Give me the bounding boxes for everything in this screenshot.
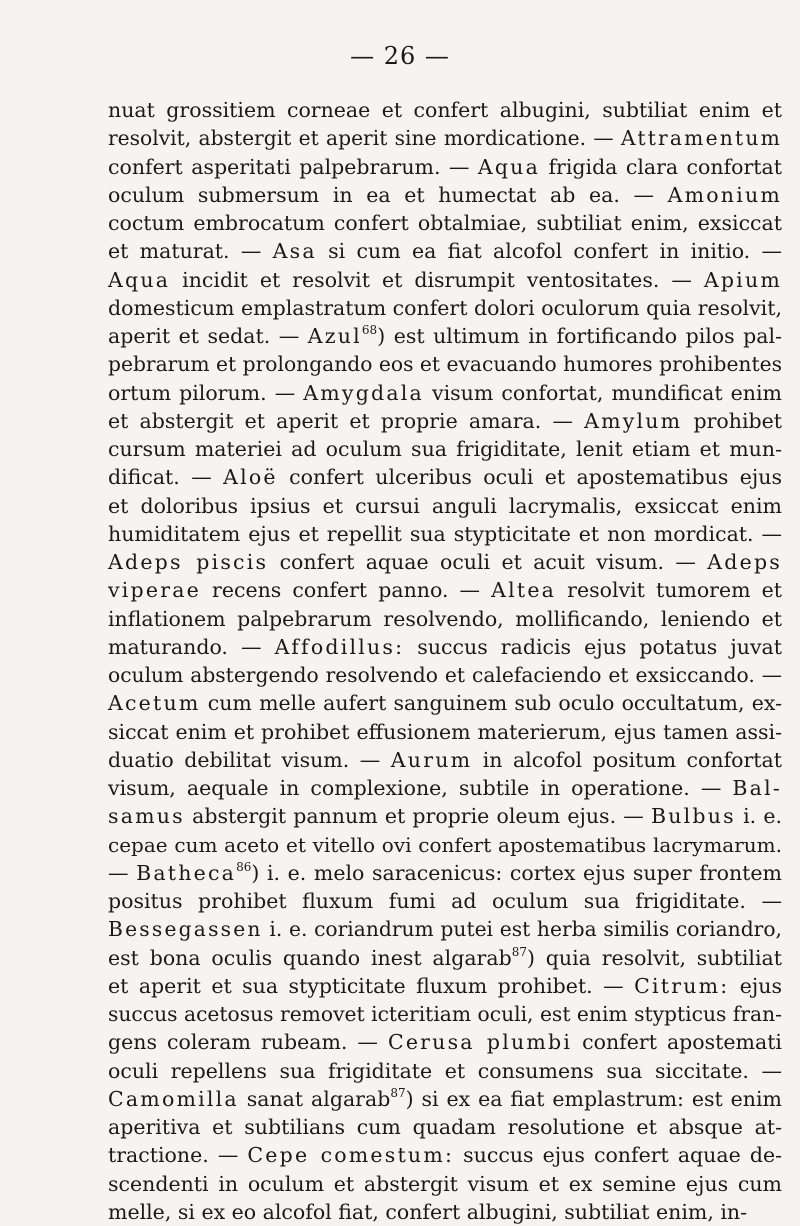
- entry-term: Bessegassen: [108, 917, 263, 942]
- text-run: i. e.: [735, 804, 782, 829]
- text-line: [108, 576, 782, 604]
- text-run: recens confert panno. —: [200, 578, 492, 603]
- text-line: [108, 605, 782, 633]
- text-run: humiditatem ejus et repellit sua stypticitate et non mordicat. —: [108, 521, 782, 546]
- text-run: abstergit pannum et proprie oleum ejus. —: [184, 804, 651, 829]
- page-number: — 26 —: [350, 42, 450, 70]
- text-line: [108, 1057, 782, 1085]
- text-run: incidit et resolvit et disrumpit ventositates. —: [170, 267, 704, 292]
- text-run: in alcofol positum confortat: [472, 747, 782, 772]
- text-run: resolvit, abstergit et aperit sine mordicatione. —: [108, 126, 621, 151]
- text-line: [108, 181, 782, 209]
- text-run: ) i. e. melo saracenicus: cortex ejus super frontem: [251, 860, 782, 885]
- text-run: ejus: [729, 973, 783, 998]
- text-run: et aperit et sua stypticitate fluxum prohibet. —: [108, 973, 635, 998]
- text-run: si cum ea fiat alcofol confert in initio. —: [316, 239, 783, 264]
- text-run: oculum submersum in ea et humectat ab ea. —: [108, 182, 668, 207]
- text-line: [108, 944, 782, 972]
- entry-term: Acetum: [108, 691, 201, 716]
- entry-term: Bulbus: [651, 804, 736, 829]
- text-run: inflationem palpebrarum resolvendo, mollificando, leniendo et: [108, 606, 782, 631]
- text-line: [108, 435, 782, 463]
- text-run: succus acetosus removet icteritiam oculi, est enim stypticus fran-: [108, 1002, 782, 1026]
- text-line: [108, 972, 782, 1000]
- entry-term: Batheca: [136, 860, 237, 885]
- text-line: [108, 689, 782, 717]
- entry-term: Cepe comestum:: [247, 1143, 455, 1168]
- entry-term: Altea: [491, 578, 557, 603]
- text-run: cum melle aufert sanguinem sub oculo occultatum, ex-: [200, 691, 782, 716]
- text-run: domesticum emplastratum confert dolori oculorum quia resolvit,: [108, 295, 782, 320]
- text-run: gens coleram rubeam. —: [108, 1030, 388, 1055]
- text-run: oculi repellens sua frigiditate et consumens sua siccitate. —: [108, 1058, 782, 1083]
- entry-term: Asa: [272, 239, 317, 264]
- text-line: [108, 859, 782, 887]
- entry-term: Adeps piscis: [108, 550, 269, 574]
- entry-term: Aqua: [108, 267, 171, 292]
- text-run: resolvit tumorem et: [556, 578, 782, 603]
- text-line: [108, 1113, 782, 1141]
- entry-term: Aurum: [390, 747, 473, 772]
- text-run: et abstergit et aperit et proprie amara. —: [108, 408, 585, 433]
- text-run: siccat enim et prohibet effusionem materierum, ejus tamen assi-: [108, 719, 782, 744]
- text-run: confert apostemati: [572, 1030, 782, 1055]
- entry-term: Attramentum: [620, 126, 782, 151]
- text-line: [108, 407, 782, 435]
- text-run: aperit et sedat. —: [108, 324, 308, 348]
- text-run: dificat. —: [108, 465, 224, 490]
- text-run: scendenti in oculum et abstergit visum et ex semine ejus cum: [108, 1171, 782, 1196]
- footnote-ref: 87: [511, 944, 527, 959]
- text-run: oculum abstergendo resolvendo et calefaciendo et exsiccando. —: [108, 663, 782, 687]
- text-line: [108, 548, 782, 576]
- text-line: [108, 915, 782, 943]
- text-line: [108, 322, 782, 350]
- text-line: [108, 209, 782, 237]
- text-line: [108, 520, 782, 548]
- text-line: [108, 492, 782, 520]
- text-line: [108, 463, 782, 491]
- text-line: [108, 153, 782, 181]
- text-run: pebrarum et prolongando eos et evacuando humores prohibentes: [108, 352, 782, 377]
- entry-term: Aqua: [477, 154, 541, 179]
- entry-term: Azul: [307, 324, 362, 348]
- body-text: [108, 96, 782, 1226]
- text-run: coctum embrocatum confert obtalmiae, subtiliat enim, exsiccat: [108, 211, 782, 235]
- text-run: ) si ex ea fiat emplastrum: est enim: [405, 1086, 782, 1111]
- text-line: [108, 379, 782, 407]
- entry-term: Adeps: [707, 550, 782, 574]
- entry-term: Amonium: [667, 182, 782, 207]
- text-run: ) quia resolvit, subtiliat: [526, 945, 782, 970]
- text-run: cursum materiei ad oculum sua frigiditate, lenit etiam et mun-: [108, 437, 782, 461]
- text-line: [108, 661, 782, 689]
- text-line: [108, 96, 782, 124]
- text-run: est bona oculis quando inest algarab: [108, 945, 512, 970]
- entry-term: Aloë: [223, 465, 278, 490]
- text-run: melle, si ex eo alcofol fiat, confert albugini, subtiliat enim, in-: [108, 1199, 748, 1224]
- text-run: succus radicis ejus potatus juvat: [404, 634, 783, 659]
- text-line: [108, 831, 782, 859]
- text-line: [108, 1141, 782, 1169]
- text-line: [108, 1028, 782, 1056]
- text-line: [108, 1085, 782, 1113]
- text-line: [108, 1198, 782, 1226]
- text-line: [108, 294, 782, 322]
- text-run: i. e. coriandrum putei est herba similis coriandro,: [262, 917, 782, 942]
- text-run: sanat algarab: [238, 1086, 391, 1111]
- text-run: et doloribus ipsius et cursui anguli lacrymalis, exsiccat enim: [108, 493, 782, 518]
- text-line: [108, 774, 782, 802]
- text-line: [108, 1170, 782, 1198]
- entry-term: samus: [108, 804, 185, 829]
- text-line: [108, 124, 782, 152]
- footnote-ref: 87: [390, 1085, 406, 1100]
- entry-term: Citrum:: [634, 973, 730, 998]
- entry-term: Apium: [703, 267, 782, 292]
- text-run: nuat grossitiem corneae et confert albugini, subtiliat enim et: [108, 98, 782, 122]
- text-line: [108, 1000, 782, 1028]
- text-run: prohibet: [682, 408, 782, 433]
- entry-term: Cerusa plumbi: [387, 1030, 573, 1055]
- text-run: —: [108, 860, 137, 885]
- text-line: [108, 237, 782, 265]
- text-line: [108, 802, 782, 830]
- text-line: [108, 746, 782, 774]
- text-run: duatio debilitat visum. —: [108, 747, 391, 772]
- text-line: [108, 350, 782, 378]
- text-line: [108, 718, 782, 746]
- entry-term: Amygdala: [303, 380, 424, 405]
- text-run: visum confortat, mundificat enim: [423, 380, 782, 405]
- text-run: aperitiva et subtilians cum quadam resolutione et absque at-: [108, 1115, 782, 1139]
- text-run: confert asperitati palpebrarum. —: [108, 154, 478, 179]
- text-run: visum, aequale in complexione, subtile in operatione. —: [108, 776, 733, 800]
- text-line: [108, 633, 782, 661]
- text-run: positus prohibet fluxum fumi ad oculum sua frigiditate. —: [108, 889, 782, 913]
- text-run: confert ulceribus oculi et apostematibus ejus: [277, 465, 783, 490]
- text-run: succus ejus confert aquae de-: [454, 1143, 782, 1168]
- text-run: ) est ultimum in fortificando pilos pal-: [377, 324, 783, 348]
- entry-term: Amylum: [584, 408, 683, 433]
- text-run: tractione. —: [108, 1143, 248, 1168]
- text-run: maturando. —: [108, 634, 275, 659]
- entry-term: viperae: [108, 578, 201, 603]
- text-line: [108, 266, 782, 294]
- text-line: [108, 887, 782, 915]
- text-run: et maturat. —: [108, 239, 273, 264]
- text-run: cepae cum aceto et vitello ovi confert apostematibus lacrymarum.: [108, 832, 782, 857]
- text-run: frigida clara confortat: [540, 154, 782, 179]
- entry-term: Affodillus:: [274, 634, 405, 659]
- text-run: ortum pilorum. —: [108, 380, 304, 405]
- text-run: confert aquae oculi et acuit visum. —: [268, 550, 708, 574]
- footnote-ref: 86: [236, 859, 252, 874]
- footnote-ref: 68: [361, 323, 378, 337]
- entry-term: Bal-: [732, 776, 782, 800]
- entry-term: Camomilla: [108, 1086, 239, 1111]
